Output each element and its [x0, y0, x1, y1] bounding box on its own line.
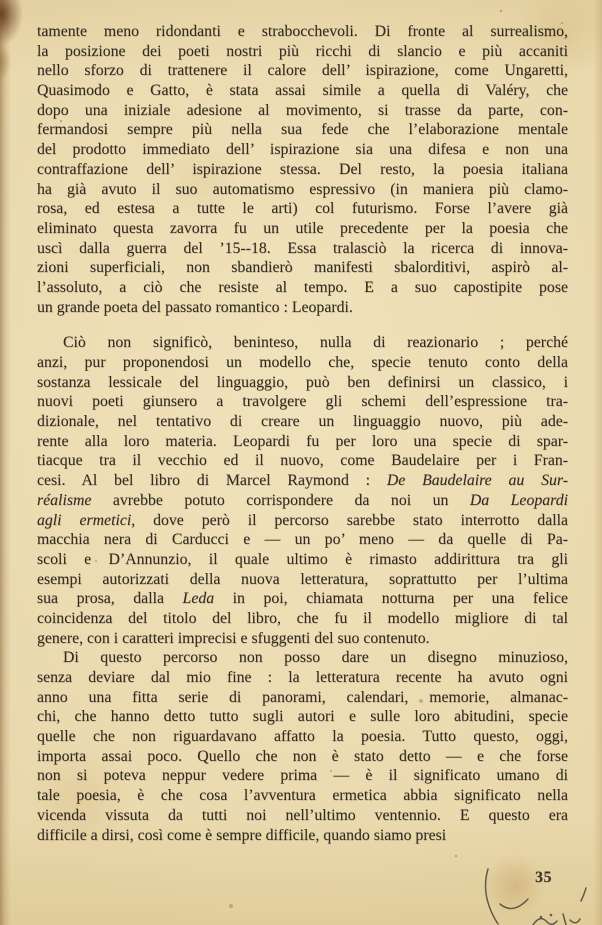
italic-text: Leda: [182, 590, 215, 608]
text-line: [37, 806, 568, 826]
body-text: importa assai poco. Quello che non è stato detto — e che forse: [37, 747, 568, 765]
italic-text: réalisme: [37, 491, 92, 509]
italic-text: De Baudelaire au Sur-: [386, 472, 568, 490]
text-line: [37, 180, 568, 200]
text-line: [37, 609, 568, 629]
text-line: [37, 120, 568, 140]
body-text: ha già avuto il suo automatismo espressivo (in maniera più clamo-: [37, 180, 568, 198]
body-text: anzi, pur proponendosi un modello che, specie tenuto conto della: [37, 354, 568, 371]
body-text: sostanza lessicale del linguaggio, può ben definirsi un classico, i: [37, 373, 568, 391]
body-text: vicenda vissuta da tutti noi nell’ultimo ventennio. E questo era: [37, 806, 568, 824]
body-text: anno una fitta serie di panorami, calendari, memorie, almanac-: [37, 688, 568, 706]
body-text: dopo una iniziale adesione al movimento, si trasse da parte, con-: [37, 101, 568, 119]
text-line: [37, 570, 568, 590]
body-text: fermandosi sempre più nella sua fede che l’elaborazione mentale: [37, 121, 568, 139]
body-text: tiacque tra il vecchio ed il nuovo, come Baudelaire per i Fran-: [37, 452, 568, 470]
body-text: Di questo percorso non posso dare un disegno minuzioso,: [63, 649, 568, 667]
text-line: [37, 258, 568, 278]
text-line: [37, 219, 568, 239]
body-text: rente alla loro materia. Leopardi fu per loro una specie di spar-: [37, 432, 568, 450]
body-text: uscì dalla guerra del ’15--18. Essa tralasciò la ricerca di innova-: [37, 239, 568, 257]
body-text: del prodotto immediato dell’ ispirazione sia una difesa e non una: [37, 141, 568, 159]
italic-text: Da Leopardi: [469, 491, 568, 509]
text-line: [37, 101, 568, 121]
text-line: [37, 160, 568, 180]
body-text: un grande poeta del passato romantico : Leopardi.: [37, 298, 353, 316]
text-line: [37, 298, 568, 318]
text-line: [37, 353, 568, 373]
page-number: 35: [535, 869, 552, 886]
body-text: dizionale, nel tentativo di creare un linguaggio nuovo, più ade-: [37, 413, 568, 431]
text-line: [37, 432, 568, 452]
text-line: [37, 511, 568, 531]
text-line: [37, 199, 568, 219]
body-text: chi, che hanno detto tutto sugli autori e sulle loro abitudini, specie: [37, 708, 568, 726]
text-line: [37, 550, 568, 570]
paragraph: [37, 648, 568, 845]
text-line: [37, 747, 568, 767]
body-text: , dove però il percorso sarebbe stato interrotto dalla: [131, 511, 568, 529]
body-text: eliminato questa zavorra fu un utile precedente per la poesia che: [37, 219, 568, 237]
text-line: [37, 668, 568, 688]
body-text: difficile a dirsi, così come è sempre difficile, quando siamo presi: [37, 826, 447, 844]
text-line: [37, 589, 568, 609]
body-text: cesi. Al bel libro di Marcel Raymond :: [37, 472, 387, 490]
italic-text: agli ermetici: [37, 511, 132, 529]
body-text: non si poteva neppur vedere prima — è il significato umano di: [37, 767, 568, 785]
body-text: nello sforzo di trattenere il calore dell’ ispirazione, come Ungaretti,: [37, 62, 568, 80]
text-block: [37, 22, 568, 845]
text-line: [37, 629, 568, 649]
text-line: [37, 412, 568, 432]
body-text: scoli e D’Annunzio, il quale ultimo è rimasto addirittura tra gli: [37, 550, 568, 568]
body-text: senza deviare dal mio fine : la letteratura recente ha avuto ogni: [37, 669, 568, 686]
body-text: rosa, ed estesa a tutte le arti) col futurismo. Forse l’avere già: [37, 200, 568, 218]
text-line: [37, 786, 568, 806]
body-text: la posizione dei poeti nostri più ricchi di slancio e più accaniti: [37, 42, 568, 60]
text-line: [37, 471, 568, 491]
text-line: [37, 766, 568, 786]
body-text: in poi, chiamata notturna per una felice: [214, 590, 568, 608]
text-line: [37, 333, 568, 353]
text-line: [37, 707, 568, 727]
body-text: Quasimodo e Gatto, è stata assai simile a quella di Valéry, che: [37, 82, 568, 100]
text-line: [37, 22, 568, 42]
pen-scribble: [470, 848, 602, 925]
text-line: [37, 688, 568, 708]
body-text: zioni superficiali, non sbandierò manifesti sbalorditivi, aspirò al-: [37, 259, 568, 277]
body-text: coincidenza del titolo del libro, che fu il modello migliore di tal: [37, 609, 568, 627]
body-text: genere, con i caratteri imprecisi e sfuggenti del suo contenuto.: [37, 629, 430, 647]
text-line: [37, 530, 568, 550]
text-line: [37, 392, 568, 412]
body-text: tamente meno ridondanti e strabocchevoli. Di fronte al surrealismo,: [37, 23, 568, 40]
paragraph: [37, 333, 568, 648]
body-text: contraffazione dell’ ispirazione stessa. Del resto, la poesia italiana: [37, 160, 568, 178]
text-line: [37, 81, 568, 101]
text-line: [37, 278, 568, 298]
body-text: esempi autorizzati della nuova letteratura, soprattutto per l’ultima: [37, 570, 568, 588]
body-text: quelle che non riguardavano affatto la poesia. Tutto questo, oggi,: [37, 728, 568, 746]
body-text: l’assoluto, a ciò che resiste al tempo. E a suo capostipite pose: [37, 278, 568, 296]
body-text: Ciò non significò, beninteso, nulla di reazionario ; perché: [63, 334, 568, 352]
body-text: tale poesia, è che cosa l’avventura ermetica abbia significato nella: [37, 787, 568, 805]
body-text: macchia nera di Carducci e — un po’ meno — da quelle di Pa-: [37, 531, 568, 549]
text-line: [37, 451, 568, 471]
paragraph: [37, 22, 568, 317]
text-line: [37, 727, 568, 747]
body-text: nuovi poeti giunsero a travolgere gli schemi dell’espressione tra-: [37, 393, 568, 411]
text-line: [37, 491, 568, 511]
text-line: [37, 61, 568, 81]
text-line: [37, 373, 568, 393]
text-line: [37, 826, 568, 846]
body-text: avrebbe potuto corrispondere da noi un: [91, 491, 470, 509]
text-line: [37, 140, 568, 160]
text-line: [37, 648, 568, 668]
text-line: [37, 42, 568, 62]
text-line: [37, 239, 568, 259]
paper-speck: [0, 0, 2, 2]
body-text: sua prosa, dalla: [37, 590, 183, 608]
